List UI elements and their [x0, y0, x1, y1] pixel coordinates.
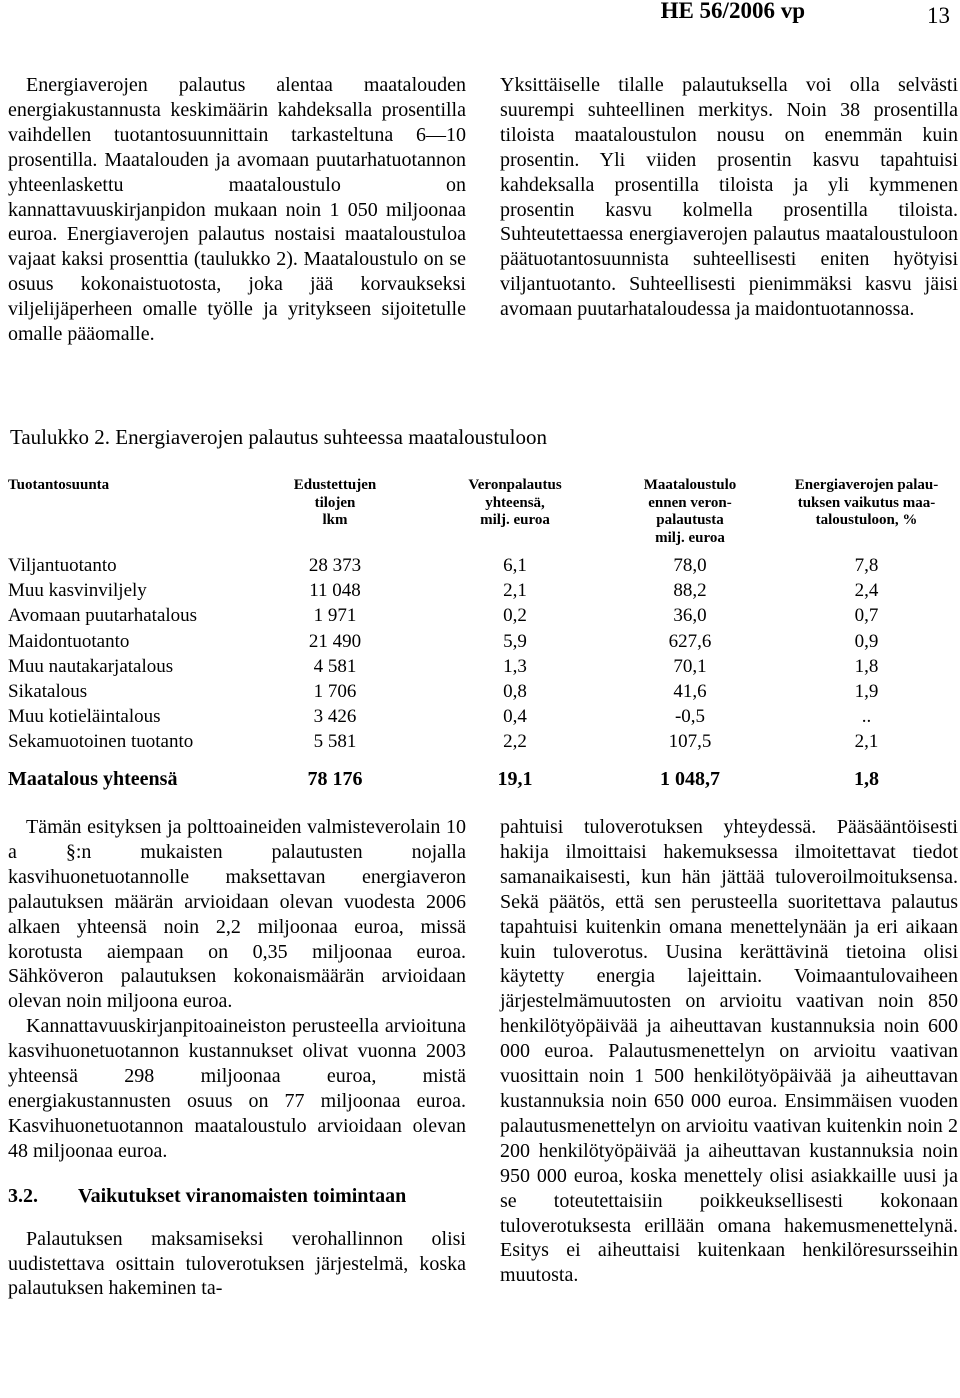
bottom-right-column [500, 815, 958, 1288]
cell-income-before: 36,0 [673, 605, 707, 627]
table-row [8, 629, 953, 654]
cell-farm-count: 1 706 [313, 681, 357, 703]
total-income-before: 1 048,7 [660, 767, 720, 790]
table-header-row [8, 477, 953, 553]
table-row [8, 679, 953, 704]
cell-tax-refund: 1,3 [503, 655, 527, 677]
header-impact-percent: Energiaverojen palau- tuksen vaikutus maa- taloustuloon, % [794, 477, 939, 528]
header-production-line: Tuotantosuunta [8, 477, 110, 493]
cell-impact-percent: 1,8 [854, 655, 879, 677]
header-farm-count: Edustettujen tilojen lkm [293, 477, 377, 528]
row-label: Muu nautakarjatalous [8, 655, 174, 677]
table-row [8, 578, 953, 603]
table-row [8, 553, 953, 578]
total-impact-percent: 1,8 [854, 767, 879, 790]
section-number: 3.2. [8, 1184, 38, 1207]
cell-impact-percent: .. [861, 706, 872, 728]
cell-income-before: 627,6 [668, 630, 712, 652]
cell-farm-count: 3 426 [313, 706, 357, 728]
row-label: Sekamuotoinen tuotanto [8, 731, 194, 753]
bottom-left-column [8, 815, 466, 1301]
greenhouse-costs-paragraph: Kannattavuuskirjanpitoaineiston perusteella arvioituna kasvihuonetuotannon kustannukset olivat vuonna 2003 yhteensä 298 miljoonaa euroa, mistä energiakustannusten osuus on 77 miljoonaa euroa. Kasvihuonetuotannon maataloustulo arvioidaan olevan 48 miljoonaa euroa. [8, 1015, 466, 1162]
cell-tax-refund: 2,2 [503, 731, 527, 753]
section-heading [8, 1184, 466, 1209]
cell-farm-count: 4 581 [313, 655, 357, 677]
table-row [8, 729, 953, 754]
row-label: Muu kotieläintalous [8, 706, 161, 728]
row-label: Maidontuotanto [8, 630, 130, 652]
cell-farm-count: 5 581 [313, 731, 357, 753]
table-row [8, 704, 953, 729]
cell-income-before: 70,1 [673, 655, 707, 677]
cell-income-before: 107,5 [668, 731, 712, 753]
top-right-column [500, 73, 958, 322]
authority-impact-paragraph: Palautuksen maksamiseksi verohallinnon olisi uudistettava osittain tuloverotuksen järjestelmä, koska palautuksen hakeminen ta- [8, 1227, 466, 1300]
document-id: HE 56/2006 vp [660, 0, 805, 23]
cell-tax-refund: 0,4 [503, 706, 527, 728]
cell-income-before: 78,0 [673, 555, 707, 576]
row-label: Muu kasvinviljely [8, 580, 147, 602]
row-label: Viljantuotanto [8, 555, 117, 576]
table-caption: Taulukko 2. Energiaverojen palautus suhteessa maataloustuloon [10, 425, 548, 449]
cell-farm-count: 21 490 [308, 630, 362, 652]
cell-tax-refund: 0,8 [503, 681, 527, 703]
cell-farm-count: 28 373 [308, 555, 362, 576]
cell-tax-refund: 2,1 [503, 580, 527, 602]
cell-income-before: -0,5 [674, 706, 706, 728]
cell-farm-count: 1 971 [313, 605, 357, 627]
total-label: Maatalous yhteensä [8, 767, 178, 790]
table-total-row [8, 755, 953, 792]
procedure-paragraph: pahtuisi tuloverotuksen yhteydessä. Pääsääntöisesti hakija ilmoittaisi hakemuksessa ilmoitettavat tiedot samanaikaisesti, kun hän jättää tuloveroilmoituksensa. Sekä päätös, että sen perusteella suoritettava palautus tapahtuisi kuitenkin omana menettelynään ja eri aikaan kuin tuloverotus. Uusina kerättävinä tietoina olisi käytetty energia lajeittain. Voimaantulovaiheen järjestelmämuutosten on arvioitu vaativan noin 850 henkilötyöpäivää ja aiheuttavan kustannuksia noin 600 000 euroa. Palautusmenettelyn on arvioitu vaativan vuosittain noin 1 500 henkilötyöpäivää ja aiheuttavan kustannuksia noin 650 000 euroa. Ensimmäisen vuoden palautusmenettelyn on arvioitu vaativan kuitenkin noin 2 200 henkilötyöpäivää ja aiheuttavan kustannuksia noin 950 000 euroa, koska menettely olisi asiakkaille uusi ja se toteutettaisiin poikkeuksellisesti kokonaan tuloverotuksesta erillään omana hakemusmenettelynä. Esitys ei aiheuttaisi kuitenkaan henkilöresursseihin muutosta. [500, 816, 958, 1287]
cell-impact-percent: 7,8 [854, 555, 879, 576]
cell-income-before: 41,6 [673, 681, 707, 703]
total-farm-count: 78 176 [307, 767, 363, 790]
table-row [8, 603, 953, 628]
cell-tax-refund: 5,9 [503, 630, 527, 652]
cell-impact-percent: 2,4 [854, 580, 879, 602]
energy-tax-table [8, 477, 953, 792]
cell-impact-percent: 0,7 [854, 605, 879, 627]
cell-tax-refund: 0,2 [503, 605, 527, 627]
total-tax-refund: 19,1 [497, 767, 533, 790]
page-number: 13 [927, 3, 950, 28]
top-left-column [8, 73, 466, 347]
cell-tax-refund: 6,1 [503, 555, 527, 576]
cell-income-before: 88,2 [673, 580, 707, 602]
farm-impact-paragraph: Yksittäiselle tilalle palautuksella voi olla selvästi suurempi suhteellinen merkitys. Noin 38 prosentilla tiloista maataloustulon nousu on enemmän kuin prosentin. Yli viiden prosentin kasvu tapahtuisi kahdeksalla prosentilla tiloista ja yli kymmenen prosentin kasvu kolmella prosentilla tiloista. Suhteutettaessa energiaverojen palautus maataloustuloon päätuotantosuunnista suhteellisesti eniten hyötyisi viljantuotanto. Suhteellisesti pienimmäksi kasvu jäisi avomaan puutarhataloudessa ja maidontuotannossa. [500, 74, 958, 321]
cell-impact-percent: 1,9 [854, 681, 879, 703]
cell-impact-percent: 2,1 [854, 731, 879, 753]
intro-paragraph: Energiaverojen palautus alentaa maatalouden energiakustannusta keskimäärin kahdeksalla prosentilla vaihdellen tuotantosuunnittain tarkasteltuna 6—10 prosentilla. Maatalouden ja avomaan puutarhatuotannon yhteenlaskettu maataloustulo on kannattavuuskirjanpidon mukaan noin 1 050 miljoonaa euroa. Energiaverojen palautus nostaisi maataloustuloa vajaat kaksi prosenttia (taulukko 2). Maataloustulo on se osuus kokonaistuotosta, joka jää korvaukseksi viljelijäperheen omalle työlle ja yritykseen sijoitetulle omalle pääomalle. [8, 74, 466, 346]
cell-farm-count: 11 048 [309, 580, 361, 602]
row-label: Sikatalous [8, 681, 88, 703]
cell-impact-percent: 0,9 [854, 630, 879, 652]
greenhouse-refund-paragraph: Tämän esityksen ja polttoaineiden valmisteverolain 10 a §:n mukaisten palautusten nojalla kasvihuonetuotannolle maksettavan energiaveron palautuksen määrän arvioidaan olevan vuodesta 2006 alkaen yhteensä noin 2,2 miljoonaa euroa, missä korotusta aiempaan on 0,35 miljoonaa euroa. Sähköveron palautuksen kokonaismäärän arvioidaan olevan noin miljoona euroa. [8, 816, 466, 1013]
row-label: Avomaan puutarhatalous [8, 605, 198, 627]
table-row [8, 654, 953, 679]
section-title: Vaikutukset viranomaisten toimintaan [78, 1184, 407, 1207]
header-tax-refund: Veronpalautus yhteensä, milj. euroa [468, 477, 562, 528]
header-income-before: Maataloustulo ennen veron- palautusta milj. euroa [643, 477, 737, 546]
